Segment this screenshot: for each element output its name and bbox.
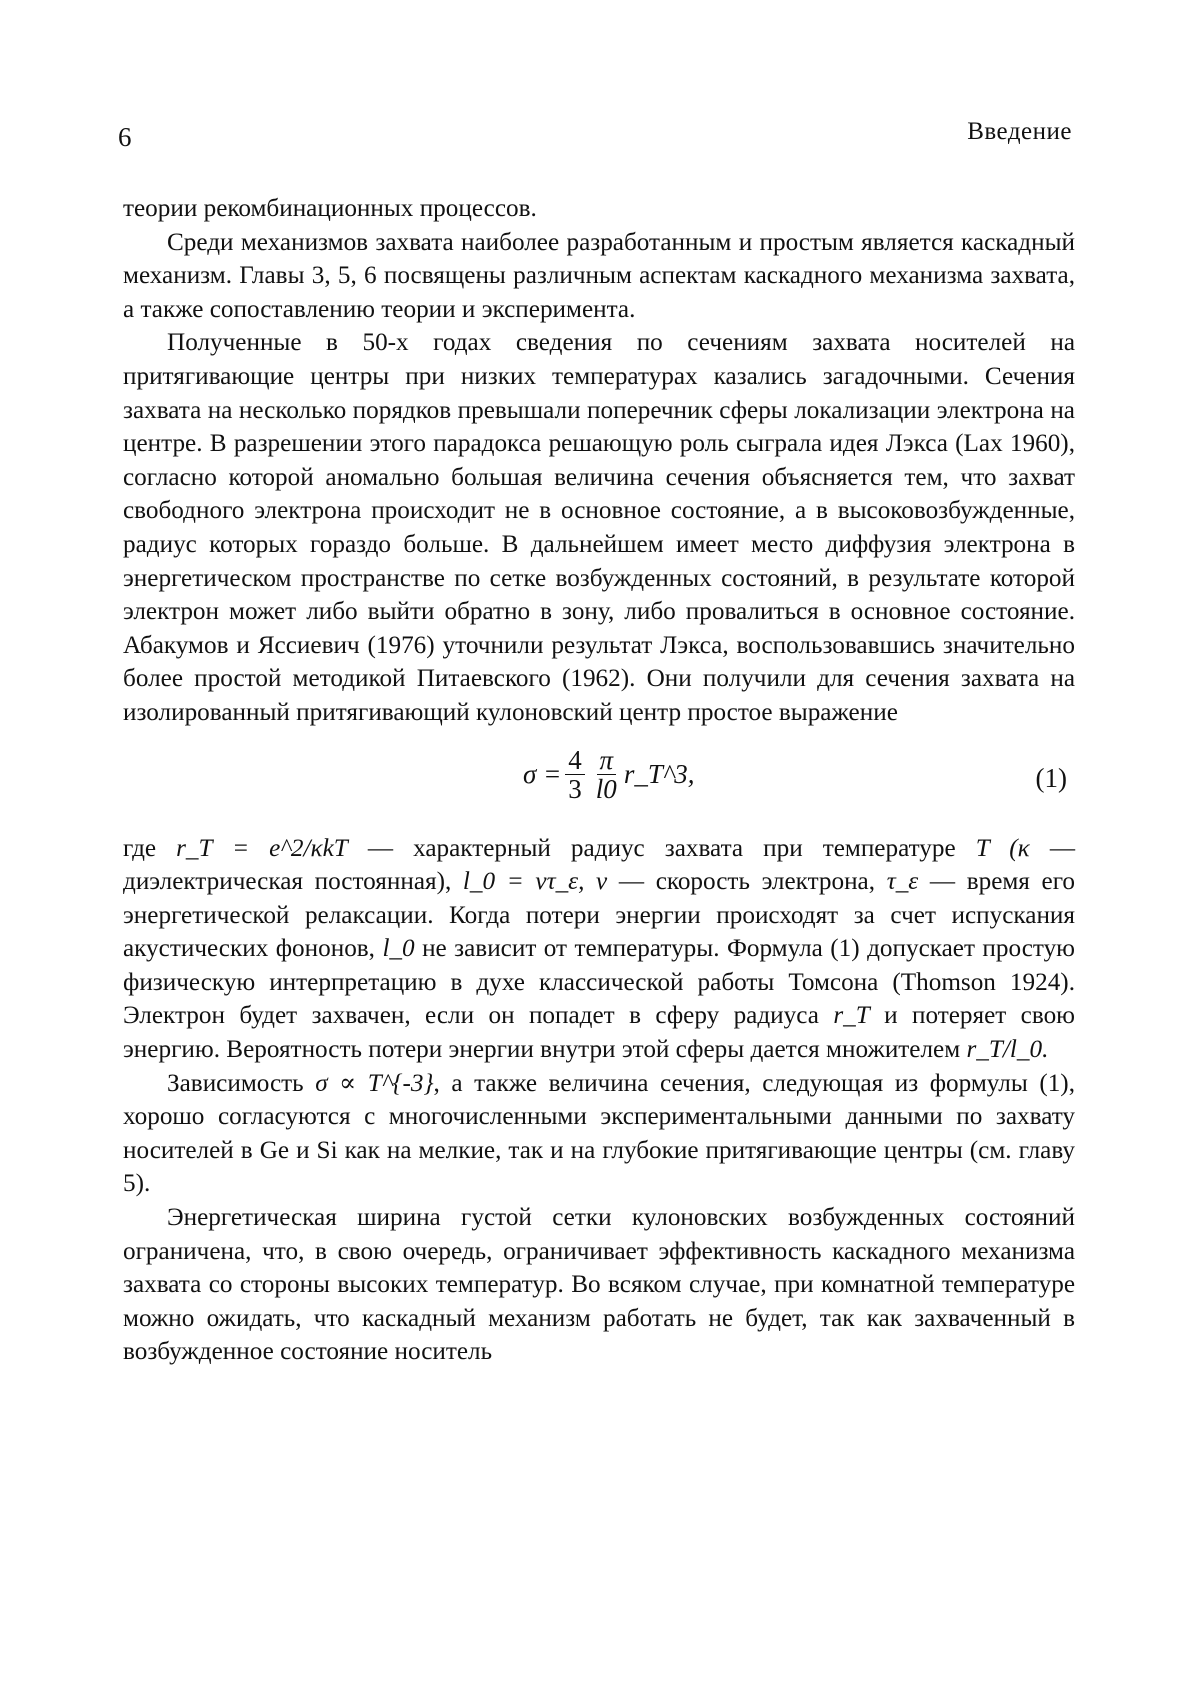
math-tau: τ_ε xyxy=(886,868,919,896)
paragraph-2: Среди механизмов захвата наиболее разработанным и простым является каскадный механизм. Главы 3, 5, 6 посвящены различным аспектам каскадного механизма захвата, а также сопоставлению теории и эксперимента. xyxy=(123,228,1075,323)
math-l0: l_0 xyxy=(382,935,415,963)
equation-formula xyxy=(523,746,694,804)
math-ratio: r_T/l_0. xyxy=(966,1036,1049,1064)
equation-1 xyxy=(123,736,1075,828)
fraction-denominator: l0 xyxy=(595,773,617,804)
equation-number: (1) xyxy=(1035,762,1067,793)
paragraph-4: где r_T = e^2/κkT — характерный радиус захвата при температуре T (κ — диэлектрическая постоянная), l_0 = vτ_ε, v — скорость электрона, τ_ε — время его энергетической релаксации. Когда потери энергии происходят за счет испускания акустических фононов, l_0 не зависит от температуры. Формула (1) допускает простую физическую интерпретацию в духе классической работы Томсона (Thomson 1924). Электрон будет захвачен, если он попадет в сферу радиуса r_T и потеряет свою энергию. Вероятность потери энергии внутри этой сферы дается множителем r_T/l_0. xyxy=(123,834,1076,1064)
math-l0-definition: l_0 = vτ_ε, v xyxy=(462,868,608,896)
paragraph-1: теории рекомбинационных процессов. xyxy=(123,195,537,222)
fraction-numerator: π xyxy=(597,746,617,775)
math-T: T (κ xyxy=(975,834,1030,862)
math-rT-definition: r_T = e^2/κkT xyxy=(176,834,348,862)
math-sigma-proportional: σ ∝ T^{-3} xyxy=(315,1069,434,1097)
running-head: Введение xyxy=(967,118,1072,145)
paragraph-5: Зависимость σ ∝ T^{-3}, а также величина сечения, следующая из формулы (1), хорошо согласуются с многочисленными экспериментальными данными по захвату носителей в Ge и Si как на мелкие, так и на глубокие притягивающие центры (см. главу 5). xyxy=(123,1069,1075,1198)
paragraph-6: Энергетическая ширина густой сетки кулоновских возбужденных состояний ограничена, что, в свою очередь, ограничивает эффективность каскадного механизма захвата со стороны высоких температур. Во всяком случае, при комнатной температуре можно ожидать, что каскадный механизм работать не будет, так как захваченный в возбужденное состояние носитель xyxy=(123,1204,1075,1366)
fraction-pi-l0 xyxy=(593,746,620,804)
equation-lhs: σ = xyxy=(523,758,562,789)
equation-tail: r_T^3, xyxy=(623,758,695,789)
fraction-numerator: 4 xyxy=(565,746,585,775)
fraction-4-3 xyxy=(565,746,585,804)
fraction-denominator: 3 xyxy=(568,773,582,804)
paragraph-3: Полученные в 50-х годах сведения по сечениям захвата носителей на притягивающие центры при низких температурах казались загадочными. Сечения захвата на несколько порядков превышали поперечник сферы локализации электрона на центре. В разрешении этого парадокса решающую роль сыграла идея Лэкса (Lax 1960), согласно которой аномально большая величина сечения объясняется тем, что захват свободного электрона происходит не в основное состояние, а в высоковозбужденные, радиус которых гораздо больше. В дальнейшем имеет место диффузия электрона в энергетическом пространстве по сетке возбужденных состояний, в результате которой электрон может либо выйти обратно в зону, либо провалиться в основное состояние. Абакумов и Яссиевич (1976) уточнили результат Лэкса, воспользовавшись значительно более простой методикой Питаевского (1962). Они получили для сечения захвата на изолированный притягивающий кулоновский центр простое выражение xyxy=(123,329,1075,726)
page-number: 6 xyxy=(118,122,132,152)
math-rT: r_T xyxy=(833,1002,870,1030)
page-body xyxy=(123,192,1075,1369)
